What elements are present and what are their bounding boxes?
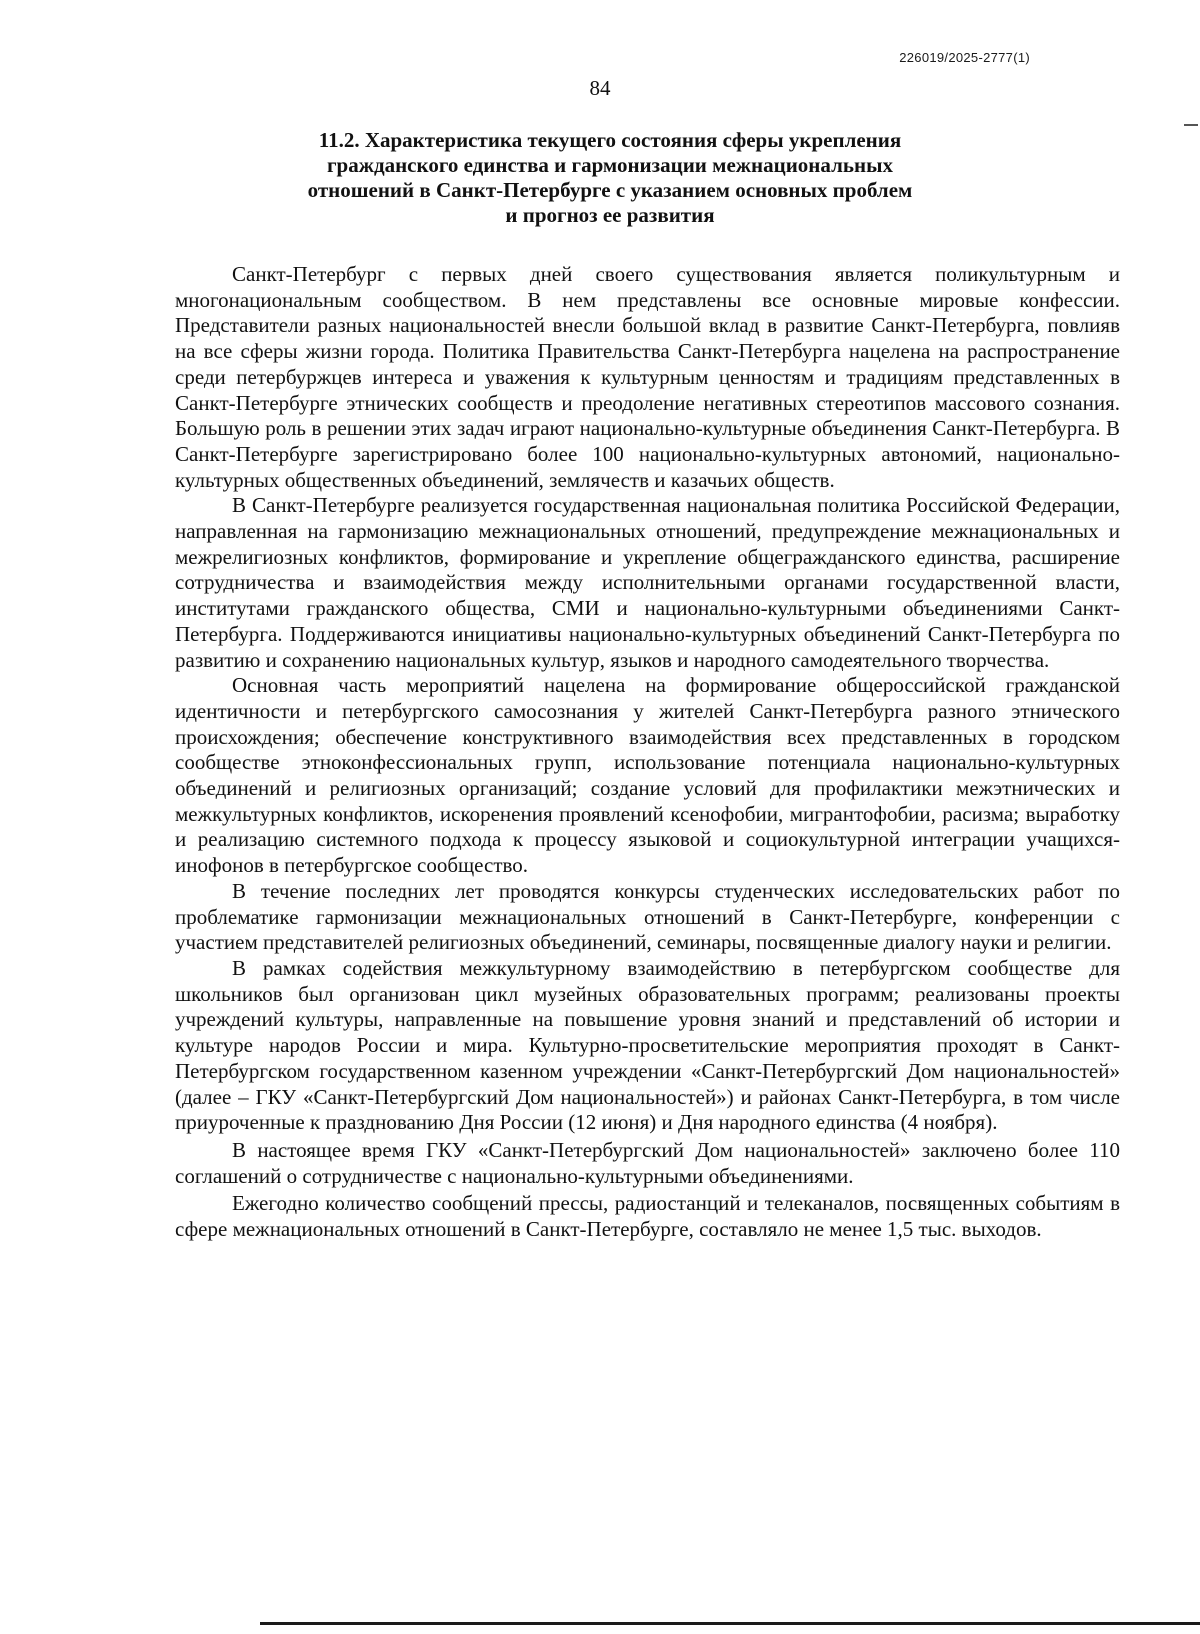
heading-line: 11.2. Характеристика текущего состояния сферы укрепления <box>318 128 902 152</box>
paragraph: В течение последних лет проводятся конкурсы студенческих исследовательских работ по проблематике гармонизации межнациональных отношений в Санкт-Петербурге, конференции с участием представителей религиозных объединений, семинары, посвященные диалогу науки и религии. <box>175 878 1120 955</box>
document-body <box>175 262 1120 1243</box>
paragraph: В Санкт-Петербурге реализуется государственная национальная политика Российской Федерации, направленная на гармонизацию межнациональных отношений, предупреждение межнациональных и межрелигиозных конфликтов, формирование и укрепление общегражданского единства, расширение сотрудничества и взаимодействия между исполнительными органами государственной власти, институтами гражданского общества, СМИ и национально-культурными объединениями Санкт-Петербурга. Поддерживаются инициативы национально-культурных объединений Санкт-Петербурга по развитию и сохранению национальных культур, языков и народного самодеятельного творчества. <box>175 493 1120 672</box>
heading-line: и прогноз ее развития <box>505 203 715 227</box>
heading-line: отношений в Санкт-Петербурге с указанием основных проблем <box>307 178 913 202</box>
paragraph: Ежегодно количество сообщений прессы, радиостанций и телеканалов, посвященных событиям в сфере межнациональных отношений в Санкт-Петербурге, составляло не менее 1,5 тыс. выходов. <box>175 1191 1120 1242</box>
scan-bottom-line <box>260 1622 1200 1625</box>
paragraph: В настоящее время ГКУ «Санкт-Петербургский Дом национальностей» заключено более 110 соглашений о сотрудничестве с национально-культурными объединениями. <box>175 1137 1120 1188</box>
paragraph: Санкт-Петербург с первых дней своего существования является поликультурным и многонациональным сообществом. В нем представлены все основные мировые конфессии. Представители разных национальностей внесли большой вклад в развитие Санкт-Петербурга, повлияв на все сферы жизни города. Политика Правительства Санкт-Петербурга нацелена на распространение среди петербуржцев интереса и уважения к культурным ценностям и традициям представленных в Санкт-Петербурге этнических сообществ и преодоление негативных стереотипов массового сознания. Большую роль в решении этих задач играют национально-культурные объединения Санкт-Петербурга. В Санкт-Петербурге зарегистрировано более 100 национально-культурных автономий, национально-культурных общественных объединений, землячеств и казачьих обществ. <box>175 262 1120 492</box>
paragraph: В рамках содействия межкультурному взаимодействию в петербургском сообществе для школьников был организован цикл музейных образовательных программ; реализованы проекты учреждений культуры, направленные на повышение уровня знаний и представлений об истории и культуре народов России и мира. Культурно-просветительские мероприятия проходят в Санкт-Петербургском государственном казенном учреждении «Санкт-Петербургский Дом национальностей» (далее – ГКУ «Санкт-Петербургский Дом национальностей») и районах Санкт-Петербурга, в том числе приуроченные к празднованию Дня России (12 июня) и Дня народного единства (4 ноября). <box>175 955 1120 1135</box>
scan-edge-mark <box>1184 124 1198 126</box>
section-heading <box>180 128 1040 228</box>
document-id: 226019/2025-2777(1) <box>899 50 1030 65</box>
heading-line: гражданского единства и гармонизации межнациональных <box>327 153 893 177</box>
paragraph: Основная часть мероприятий нацелена на формирование общероссийской гражданской идентичности и петербургского самосознания у жителей Санкт-Петербурга разного этнического происхождения; обеспечение конструктивного взаимодействия всех представленных в городском сообществе этноконфессиональных групп, использование потенциала национально-культурных объединений и религиозных организаций; создание условий для профилактики межэтнических и межкультурных конфликтов, искоренения проявлений ксенофобии, мигрантофобии, расизма; выработку и реализацию системного подхода к процессу языковой и социокультурной интеграции учащихся-инофонов в петербургское сообщество. <box>175 673 1120 878</box>
page-number: 84 <box>589 76 611 100</box>
